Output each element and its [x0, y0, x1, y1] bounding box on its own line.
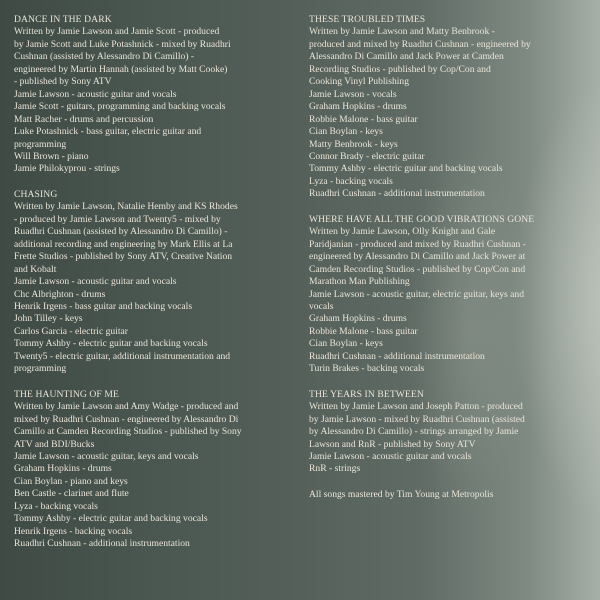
credit-line: Lyza - backing vocals: [14, 500, 98, 512]
credit-line: Luke Potashnick - bass guitar, electric guitar and: [14, 126, 202, 138]
credit-line: Written by Jamie Lawson and Joseph Patton - produced: [309, 401, 523, 413]
credit-line: vocals: [309, 300, 334, 312]
credit-line: RnR - strings: [309, 463, 361, 475]
credit-line: Written by Jamie Lawson and Matty Benbrook -: [309, 26, 495, 38]
credit-line: Jamie Lawson - acoustic guitar and vocals: [14, 88, 177, 100]
credit-line: engineered by Martin Hannah (assisted by Matt Cooke): [14, 63, 228, 75]
credit-line: Lyza - backing vocals: [309, 175, 393, 187]
credit-line: engineered by Alessandro Di Camillo and Jack Power at: [309, 251, 526, 263]
credit-line: produced and mixed by Ruadhri Cushnan - engineered by: [309, 38, 531, 50]
left-credits-column: [14, 14, 289, 564]
credit-line: Henrik Irgens - bass guitar and backing vocals: [14, 300, 193, 312]
credit-line: Cushnan (assisted by Alessandro Di Camillo) -: [14, 51, 195, 63]
song-title: WHERE HAVE ALL THE GOOD VIBRATIONS GONE: [309, 213, 535, 225]
credit-line: Lawson and RnR - published by Sony ATV: [309, 438, 476, 450]
mastering-credit: All songs mastered by Tim Young at Metropolis: [309, 488, 494, 500]
credit-line: Will Brown - piano: [14, 150, 89, 162]
credit-line: programming: [14, 363, 67, 375]
song-title: THESE TROUBLED TIMES: [309, 14, 426, 25]
credit-line: Written by Jamie Lawson, Natalie Hemby and KS Rhodes: [14, 201, 238, 213]
credit-line: by Jamie Lawson - mixed by Ruadhri Cushnan (assisted: [309, 413, 525, 425]
credit-line: - produced by Jamie Lawson and Twenty5 - mixed by: [14, 213, 221, 225]
credit-line: Twenty5 - electric guitar, additional instrumentation and: [14, 350, 231, 362]
credit-line: Cian Boylan - piano and keys: [14, 475, 128, 487]
credit-line: Jamie Lawson - acoustic guitar, electric guitar, keys and: [309, 288, 525, 300]
credit-line: ATV and BDI/Bucks: [14, 438, 95, 450]
credit-line: Jamie Scott - guitars, programming and backing vocals: [14, 101, 226, 113]
credit-line: Frette Studios - published by Sony ATV, Creative Nation: [14, 251, 233, 263]
credit-line: programming: [14, 138, 67, 150]
song-credits-block: [309, 14, 589, 201]
credit-line: Graham Hopkins - drums: [309, 313, 407, 325]
credit-line: Chc Albrighton - drums: [14, 288, 106, 300]
credit-line: Jamie Lawson - acoustic guitar and vocals: [14, 276, 177, 288]
credit-line: Jamie Philokyprou - strings: [14, 163, 120, 175]
credit-line: Paridjanian - produced and mixed by Ruadhri Cushnan -: [309, 238, 526, 250]
credit-line: Marathon Man Publishing: [309, 276, 410, 288]
song-credits-block: [14, 189, 289, 376]
credit-line: Matt Racher - drums and percussion: [14, 113, 154, 125]
credit-line: Ruadhri Cushnan - additional instrumentation: [309, 350, 485, 362]
credit-line: Ruadhri Cushnan - additional instrumentation: [14, 538, 190, 550]
credit-line: by Jamie Scott and Luke Potashnick - mixed by Ruadhri: [14, 38, 231, 50]
credit-line: John Tilley - keys: [14, 313, 83, 325]
credit-line: Henrik Irgens - backing vocals: [14, 525, 133, 537]
credit-line: Cooking Vinyl Publishing: [309, 76, 409, 88]
credit-line: Robbie Malone - bass guitar: [309, 113, 418, 125]
credit-line: - published by Sony ATV: [14, 76, 112, 88]
song-title: THE YEARS IN BETWEEN: [309, 388, 424, 400]
credit-line: Graham Hopkins - drums: [309, 101, 407, 113]
credit-line: Connor Brady - electric guitar: [309, 150, 425, 162]
credit-line: Ruadhri Cushnan (assisted by Alessandro Di Camillo) -: [14, 226, 228, 238]
credit-line: Graham Hopkins - drums: [14, 463, 112, 475]
credit-line: Robbie Malone - bass guitar: [309, 325, 418, 337]
song-credits-block: [14, 14, 289, 176]
credit-line: mixed by Ruadhri Cushnan - engineered by Alessandro Di: [14, 413, 239, 425]
song-title: CHASING: [14, 188, 58, 200]
song-title: THE HAUNTING OF ME: [14, 388, 119, 400]
credit-line: Cian Boylan - keys: [309, 338, 383, 350]
credit-line: Alessandro Di Camillo and Jack Power at Camden: [309, 51, 504, 63]
song-title: DANCE IN THE DARK: [14, 14, 112, 25]
credit-line: Camden Recording Studios - published by Cop/Con and: [309, 263, 526, 275]
credit-line: Cian Boylan - keys: [309, 126, 383, 138]
credit-line: additional recording and engineering by Mark Ellis at La: [14, 238, 233, 250]
song-credits-block: [309, 214, 589, 376]
credit-line: Matty Benbrook - keys: [309, 138, 398, 150]
credit-line: Jamie Lawson - vocals: [309, 88, 397, 100]
song-credits-block: [309, 389, 589, 476]
credit-line: Written by Jamie Lawson, Olly Knight and Gale: [309, 226, 496, 238]
credit-line: Tommy Ashby - electric guitar and backing vocals: [14, 338, 208, 350]
credit-line: Carlos Garcia - electric guitar: [14, 325, 129, 337]
credit-line: Camillo at Camden Recording Studios - published by Sony: [14, 426, 242, 438]
credit-line: Jamie Lawson - acoustic guitar, keys and vocals: [14, 450, 199, 462]
credit-line: Turin Brakes - backing vocals: [309, 363, 425, 375]
credit-line: Written by Jamie Lawson and Amy Wadge - produced and: [14, 401, 239, 413]
right-credits-column: [309, 14, 589, 501]
credit-line: Recording Studios - published by Cop/Con and: [309, 63, 491, 75]
credit-line: Tommy Ashby - electric guitar and backing vocals: [14, 513, 208, 525]
credit-line: by Alessandro Di Camillo) - strings arranged by Jamie: [309, 426, 519, 438]
credit-line: Tommy Ashby - electric guitar and backing vocals: [309, 163, 503, 175]
credit-line: and Kobalt: [14, 263, 57, 275]
credit-line: Ben Castle - clarinet and flute: [14, 488, 129, 500]
credit-line: Written by Jamie Lawson and Jamie Scott - produced: [14, 26, 220, 38]
credit-line: Ruadhri Cushnan - additional instrumentation: [309, 188, 485, 200]
credit-line: Jamie Lawson - acoustic guitar and vocals: [309, 450, 472, 462]
song-credits-block: [14, 389, 289, 551]
